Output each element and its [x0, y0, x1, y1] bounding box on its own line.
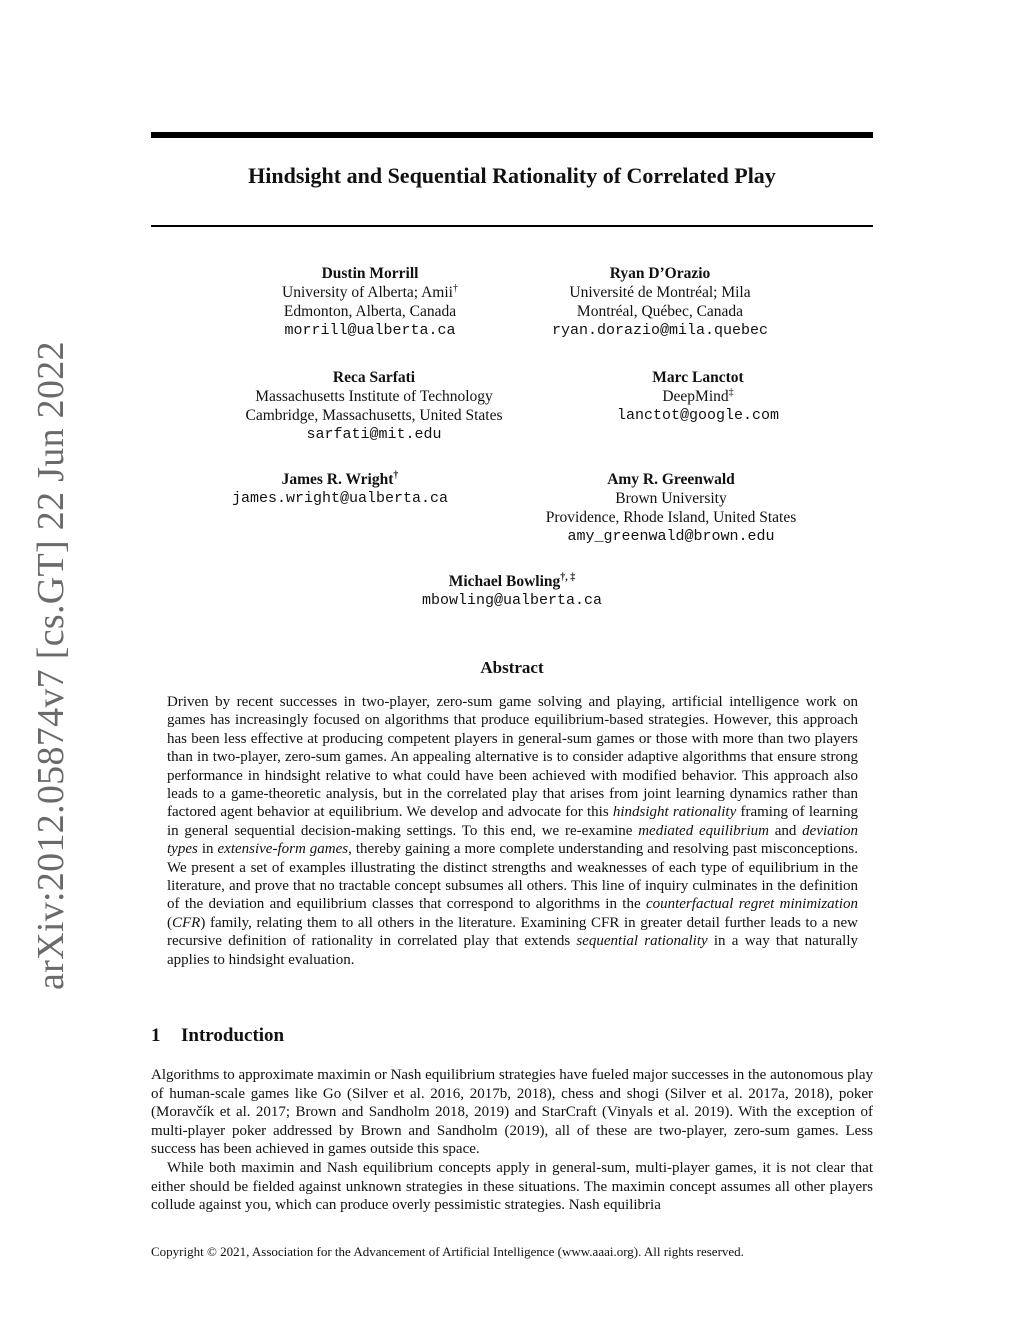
affiliation-mark: ‡ [728, 386, 734, 398]
author-name: James R. Wright† [281, 469, 399, 488]
abstract-text: in a way that naturally applies to hindsight evaluation. [167, 933, 858, 968]
author-email: morrill@ualberta.ca [284, 322, 456, 339]
abstract-term: deviation types [167, 822, 858, 858]
author-email: amy_greenwald@brown.edu [567, 528, 775, 545]
author-block [214, 368, 534, 444]
affiliation-mark: † [452, 282, 458, 294]
author-name: Amy R. Greenwald [607, 471, 735, 488]
paragraph: Algorithms to approximate maximin or Nash equilibrium strategies have fueled major successes in the autonomous play of human-scale games like Go (Silver et al. 2016, 2017b, 2018), chess and shogi (Silver et al. 2017a, 2018), poker (Moravčík et al. 2017; Brown and Sandholm 2018, 2019) and StarCraft (Vinyals et al. 2019). With the exception of multi-player poker addressed by Brown and Sandholm (2019), all of these are two-player, zero-sum games. Less success has been achieved in games outside this space. [151, 1067, 873, 1158]
section-title: Introduction [181, 1025, 285, 1046]
author-mark: † [393, 469, 399, 481]
author-name: Marc Lanctot [652, 369, 744, 386]
paragraph: While both maximin and Nash equilibrium concepts apply in general-sum, multi-player games, it is not clear that either should be fielded against unknown strategies in these situations. The maximin concept assumes all other players collude against you, which can produce overly pessimistic strategies. Nash equilibria [151, 1159, 873, 1214]
author-block [521, 470, 821, 546]
author-location: Montréal, Québec, Canada [576, 303, 744, 320]
abstract-text: ) family, relating them to all others in the literature. Examining CFR in greater detail further leads to a new recursive definition of rationality in correlated play that extends [167, 914, 858, 950]
author-name: Dustin Morrill [321, 265, 419, 282]
author-affiliation: University of Alberta; Amii† [282, 282, 458, 301]
abstract-term: extensive-form games [217, 841, 349, 858]
author-block [372, 572, 652, 610]
author-affiliation: DeepMind‡ [662, 386, 734, 405]
abstract-text: framing of learning in general sequential decision-making settings. To this end, we re-examine [167, 804, 858, 839]
abstract-text: Driven by recent successes in two-player, zero-sum game solving and playing, artificial intelligence work on games has increasingly focused on algorithms that produce equilibrium-based strategies. However, this approach has been less effective at producing competent players in general-sum games or those with more than two players than in two-player, zero-sum games. An appealing alternative is to consider adaptive algorithms that ensure strong performance in hindsight relative to what could have been achieved with modified behavior. This approach also leads to a game-theoretic analysis, but in the correlated play that arises from joint learning dynamics rather than factored agent behavior at equilibrium. We develop and advocate for this [167, 694, 858, 821]
author-affiliation: Université de Montréal; Mila [569, 284, 751, 301]
author-email: lanctot@google.com [616, 407, 780, 424]
abstract-term: sequential rationality [576, 933, 708, 950]
abstract-heading: Abstract [480, 658, 544, 677]
abstract-text: and [768, 822, 803, 839]
section-body [151, 1066, 873, 1215]
author-name: Ryan D’Orazio [609, 265, 711, 282]
author-block [200, 470, 480, 508]
abstract-body [167, 693, 858, 969]
title-rule-bottom [151, 225, 873, 227]
abstract-term: mediated equilibrium [638, 822, 769, 839]
author-affiliation: Massachusetts Institute of Technology [255, 388, 493, 405]
copyright-notice: Copyright © 2021, Association for the Advancement of Artificial Intelligence (www.aaai.org). All rights reserved. [151, 1244, 744, 1259]
author-location: Providence, Rhode Island, United States [545, 509, 797, 526]
author-affiliation: Brown University [615, 490, 727, 507]
author-location: Edmonton, Alberta, Canada [283, 303, 457, 320]
arxiv-identifier: arXiv:2012.05874v7 [cs.GT] 22 Jun 2022 [30, 341, 72, 990]
paper-title: Hindsight and Sequential Rationality of Correlated Play [248, 163, 776, 188]
author-block [568, 368, 828, 425]
section-number: 1 [151, 1025, 161, 1046]
abstract-term: counterfactual regret minimization [645, 896, 858, 913]
author-email: sarfati@mit.edu [306, 426, 442, 443]
abstract-term: CFR [172, 914, 201, 931]
author-email: mbowling@ualberta.ca [421, 592, 603, 609]
author-block [520, 264, 800, 340]
author-mark: †, ‡ [560, 571, 576, 583]
title-rule-top [151, 132, 873, 138]
abstract-text: , thereby gaining a more complete understanding and resolving past misconceptions. We present a set of examples illustrating the distinct strengths and weaknesses of each type of equilibrium in the literature, and prove that no tractable concept subsumes all others. This line of inquiry culminates in the definition of the deviation and equilibrium classes that correspond to algorithms in the [167, 841, 858, 913]
author-location: Cambridge, Massachusetts, United States [245, 407, 503, 424]
author-name: Michael Bowling†, ‡ [448, 571, 576, 590]
abstract-term: hindsight rationality [612, 804, 737, 821]
author-email: ryan.dorazio@mila.quebec [551, 322, 769, 339]
author-block [230, 264, 510, 340]
abstract-text: ( [167, 914, 172, 931]
author-name: Reca Sarfati [332, 369, 416, 386]
section-heading [151, 1025, 284, 1047]
author-email: james.wright@ualberta.ca [231, 490, 449, 507]
abstract-text: in [197, 841, 218, 858]
